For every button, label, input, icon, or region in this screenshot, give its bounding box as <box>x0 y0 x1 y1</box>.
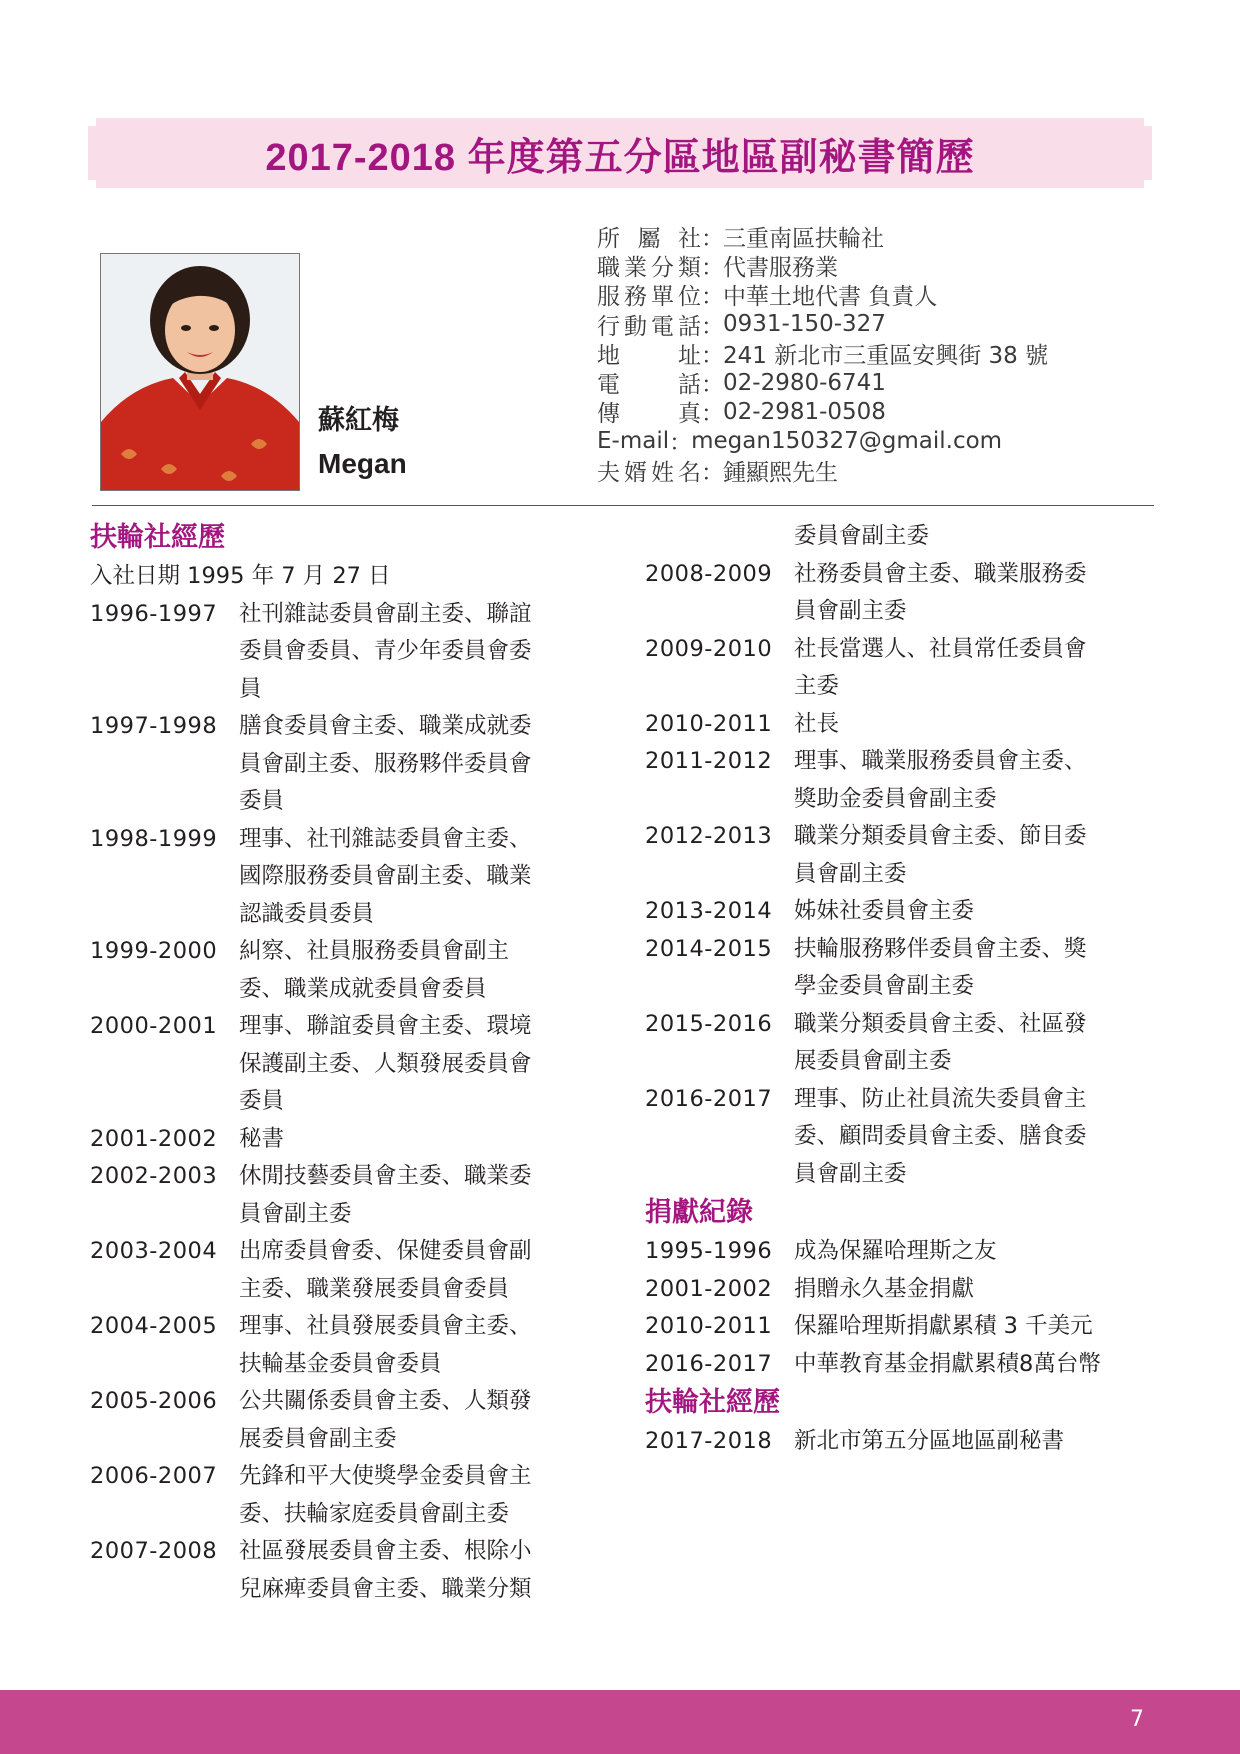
entry-role-text: 姊妹社委員會主委 <box>794 898 975 924</box>
entry-role-text: 理事、防止社員流失委員會主 <box>794 1085 1087 1112</box>
list-item <box>90 746 602 784</box>
entry-role-text: 秘書 <box>239 1125 285 1152</box>
entry-year: 2014-2015 <box>645 935 773 962</box>
list-item <box>645 631 1157 669</box>
footer-band <box>0 1690 1240 1754</box>
list-item <box>90 1083 602 1121</box>
entry-year: 2007-2008 <box>90 1538 218 1564</box>
join-date: 入社日期 1995 年 7 月 27 日 <box>90 563 391 589</box>
info-row-address: 地址 ： 241 新北市三重區安興街 38 號 <box>597 339 1157 368</box>
portrait-image <box>101 254 299 490</box>
left-column <box>90 518 602 1608</box>
section-heading-donations: 捐獻紀錄 <box>645 1197 753 1228</box>
entry-role-text: 員會副主委、服務夥伴委員會 <box>239 750 532 777</box>
entry-role-text: 委員 <box>239 1088 285 1114</box>
section-heading-rotary-experience: 扶輪社經歷 <box>90 522 225 553</box>
list-item <box>90 783 602 821</box>
entry-role-text: 學金委員會副主委 <box>794 973 975 999</box>
entry-role-text: 保羅哈理斯捐獻累積 3 千美元 <box>794 1313 1093 1339</box>
list-item <box>645 1043 1157 1081</box>
entry-role-text: 成為保羅哈理斯之友 <box>794 1238 997 1264</box>
entry-role-text: 新北市第五分區地區副秘書 <box>794 1428 1065 1454</box>
entry-role-text: 出席委員會委、保健委員會副 <box>239 1238 532 1264</box>
entry-year: 2016-2017 <box>645 1350 773 1377</box>
entry-year: 1996-1997 <box>90 600 218 627</box>
entry-role-text: 委員會委員、青少年委員會委 <box>239 638 532 664</box>
list-item <box>645 1423 1157 1461</box>
entry-role-text: 中華教育基金捐獻累積8萬台幣 <box>794 1350 1101 1377</box>
entry-year: 2012-2013 <box>645 823 773 849</box>
list-item <box>645 968 1157 1006</box>
info-row-spouse: 夫婿姓名 ： 鍾顯熙先生 <box>597 456 1157 485</box>
entry-role-text: 展委員會副主委 <box>239 1425 397 1452</box>
list-item <box>90 1308 602 1346</box>
list-item <box>645 931 1157 969</box>
entry-year: 2004-2005 <box>90 1313 218 1339</box>
entry-role-text: 休閒技藝委員會主委、職業委 <box>239 1163 532 1189</box>
entry-role-text: 社刊雜誌委員會副主委、聯誼 <box>239 600 532 627</box>
info-value: 代書服務業 <box>723 255 838 282</box>
entry-year: 2013-2014 <box>645 898 773 924</box>
entry-role-text: 委、顧問委員會主委、膳食委 <box>794 1123 1087 1149</box>
entry-year: 2001-2002 <box>90 1125 218 1152</box>
entry-role-text: 糾察、社員服務委員會副主 <box>239 938 510 964</box>
list-item <box>645 593 1157 631</box>
info-label: 服務單位 <box>597 284 701 311</box>
entry-role-text: 員會副主委 <box>794 598 907 624</box>
info-row-mobile: 行動電話 ： 0931-150-327 <box>597 310 1157 339</box>
entry-year: 2011-2012 <box>645 748 773 774</box>
entry-year: 2016-2017 <box>645 1085 773 1112</box>
entry-role-text: 員會副主委 <box>794 1160 907 1187</box>
person-name-english: Megan <box>318 448 407 479</box>
entry-role-text: 兒麻痺委員會主委、職業分類 <box>239 1575 532 1602</box>
entry-role-text: 認識委員委員 <box>239 900 375 927</box>
entry-role-text: 職業分類委員會主委、節目委 <box>794 823 1087 849</box>
list-item <box>90 1196 602 1234</box>
entry-role-text: 委、職業成就委員會委員 <box>239 975 487 1002</box>
donation-list <box>645 1233 1157 1383</box>
entry-year: 1995-1996 <box>645 1238 773 1264</box>
list-item <box>645 781 1157 819</box>
entry-role-text: 職業分類委員會主委、社區發 <box>794 1010 1087 1037</box>
list-item <box>90 1346 602 1384</box>
entry-year: 2008-2009 <box>645 560 773 587</box>
entry-role-text: 社長當選人、社員常任委員會 <box>794 635 1087 662</box>
entry-year: 2003-2004 <box>90 1238 218 1264</box>
info-row-email: E-mail ： megan150327@gmail.com <box>597 427 1003 457</box>
entry-role-text: 理事、社員發展委員會主委、 <box>239 1313 532 1339</box>
info-label: 所屬社 <box>597 226 701 253</box>
entry-role-text: 保護副主委、人類發展委員會 <box>239 1050 532 1077</box>
info-value: 02-2980-6741 <box>723 369 886 396</box>
list-item <box>645 1233 1157 1271</box>
entry-role-text: 公共關係委員會主委、人類發 <box>239 1388 532 1414</box>
list-item <box>90 1046 602 1084</box>
entry-role-text: 社務委員會主委、職業服務委 <box>794 560 1087 587</box>
entry-role-text: 委員 <box>239 788 285 814</box>
list-item <box>645 1346 1157 1384</box>
current-role-list <box>645 1423 1157 1461</box>
list-item <box>90 933 602 971</box>
entry-role-text: 主委 <box>794 673 840 699</box>
info-value: 中華土地代書 負責人 <box>723 284 938 311</box>
list-item <box>645 1081 1157 1119</box>
list-item <box>90 633 602 671</box>
list-item <box>90 858 602 896</box>
entry-year: 2005-2006 <box>90 1388 218 1414</box>
info-row-phone: 電話 ： 02-2980-6741 <box>597 368 1157 397</box>
entry-year: 2017-2018 <box>645 1428 773 1454</box>
entry-year: 1997-1998 <box>90 713 218 739</box>
info-value: 241 新北市三重區安興街 38 號 <box>723 342 1049 369</box>
entry-year: 1999-2000 <box>90 938 218 964</box>
list-item <box>645 1271 1157 1309</box>
list-item <box>645 743 1157 781</box>
entry-year: 2009-2010 <box>645 635 773 662</box>
info-value: 0931-150-327 <box>723 311 886 338</box>
info-label: 行動電話 <box>597 313 701 340</box>
list-item <box>645 856 1157 894</box>
portrait-photo <box>100 253 300 491</box>
entry-role-text: 扶輪基金委員會委員 <box>239 1350 442 1377</box>
list-item <box>90 971 602 1009</box>
list-item <box>90 1421 602 1459</box>
experience-list <box>90 596 602 1609</box>
list-item <box>645 818 1157 856</box>
info-row-fax: 傳真 ： 02-2981-0508 <box>597 397 1157 426</box>
entry-year: 2010-2011 <box>645 1313 773 1339</box>
entry-role-text: 社區發展委員會主委、根除小 <box>239 1538 532 1564</box>
page-title: 2017-2018 年度第五分區地區副秘書簡歷 <box>265 136 975 179</box>
list-item <box>645 518 1157 556</box>
list-item <box>645 1156 1157 1194</box>
entry-role-text: 展委員會副主委 <box>794 1048 952 1074</box>
page-number: 7 <box>1130 1707 1144 1732</box>
list-item <box>90 1571 602 1609</box>
entry-role-text: 員會副主委 <box>794 860 907 887</box>
entry-role-text: 理事、社刊雜誌委員會主委、 <box>239 825 532 852</box>
info-value: 三重南區扶輪社 <box>723 226 884 253</box>
entry-role-text: 先鋒和平大使獎學金委員會主 <box>239 1463 532 1489</box>
list-item <box>90 1233 602 1271</box>
info-label: 夫婿姓名 <box>597 459 701 486</box>
list-item <box>90 708 602 746</box>
list-item <box>90 821 602 859</box>
list-item <box>90 1496 602 1534</box>
entry-year: 2000-2001 <box>90 1013 218 1039</box>
list-item <box>90 1121 602 1159</box>
entry-role-text: 員 <box>239 675 262 702</box>
list-item <box>90 1383 602 1421</box>
entry-role-text: 扶輪服務夥伴委員會主委、獎 <box>794 935 1087 962</box>
right-column <box>645 518 1157 1461</box>
list-item <box>645 1308 1157 1346</box>
list-item <box>645 1118 1157 1156</box>
entry-role-text: 捐贈永久基金捐獻 <box>794 1275 975 1302</box>
role-continuation: 委員會副主委 <box>794 523 930 549</box>
list-item <box>645 668 1157 706</box>
email-link[interactable]: megan150327@gmail.com <box>691 427 1003 454</box>
section-heading-current-role: 扶輪社經歷 <box>645 1387 780 1418</box>
entry-role-text: 獎助金委員會副主委 <box>794 785 997 812</box>
info-label: 地址 <box>597 342 701 369</box>
info-label: 職業分類 <box>597 255 701 282</box>
list-item <box>90 1008 602 1046</box>
entry-year: 2006-2007 <box>90 1463 218 1489</box>
info-row-classification: 職業分類 ： 代書服務業 <box>597 251 1157 280</box>
title-band <box>88 118 1152 188</box>
contact-info <box>597 222 1157 485</box>
info-value: 鍾顯熙先生 <box>723 459 838 486</box>
person-name-chinese: 蘇紅梅 <box>318 405 399 436</box>
entry-role-text: 主委、職業發展委員會委員 <box>239 1275 510 1302</box>
info-label: 傳真 <box>597 401 701 428</box>
entry-year: 2010-2011 <box>645 710 773 737</box>
experience-list-continued <box>645 556 1157 1194</box>
entry-year: 2015-2016 <box>645 1010 773 1037</box>
info-value: 02-2981-0508 <box>723 398 886 425</box>
list-item <box>645 556 1157 594</box>
list-item <box>90 1533 602 1571</box>
entry-role-text: 理事、職業服務委員會主委、 <box>794 748 1087 774</box>
list-item <box>90 896 602 934</box>
list-item <box>645 893 1157 931</box>
entry-role-text: 委、扶輪家庭委員會副主委 <box>239 1500 510 1527</box>
list-item <box>645 706 1157 744</box>
entry-role-text: 國際服務委員會副主委、職業 <box>239 863 532 889</box>
entry-year: 2002-2003 <box>90 1163 218 1189</box>
section-divider <box>92 505 1154 506</box>
info-row-employer: 服務單位 ： 中華土地代書 負責人 <box>597 280 1157 309</box>
info-row-club: 所屬社 ： 三重南區扶輪社 <box>597 222 1157 251</box>
list-item <box>645 1006 1157 1044</box>
list-item <box>90 1271 602 1309</box>
list-item <box>90 671 602 709</box>
info-label: E-mail <box>597 427 670 454</box>
entry-role-text: 理事、聯誼委員會主委、環境 <box>239 1013 532 1039</box>
entry-role-text: 員會副主委 <box>239 1200 352 1227</box>
info-label: 電話 <box>597 372 701 399</box>
list-item <box>90 596 602 634</box>
entry-year: 2001-2002 <box>645 1275 773 1302</box>
list-item <box>90 1458 602 1496</box>
list-item <box>90 1158 602 1196</box>
entry-role-text: 膳食委員會主委、職業成就委 <box>239 713 532 739</box>
entry-year: 1998-1999 <box>90 825 218 852</box>
entry-role-text: 社長 <box>794 710 840 737</box>
